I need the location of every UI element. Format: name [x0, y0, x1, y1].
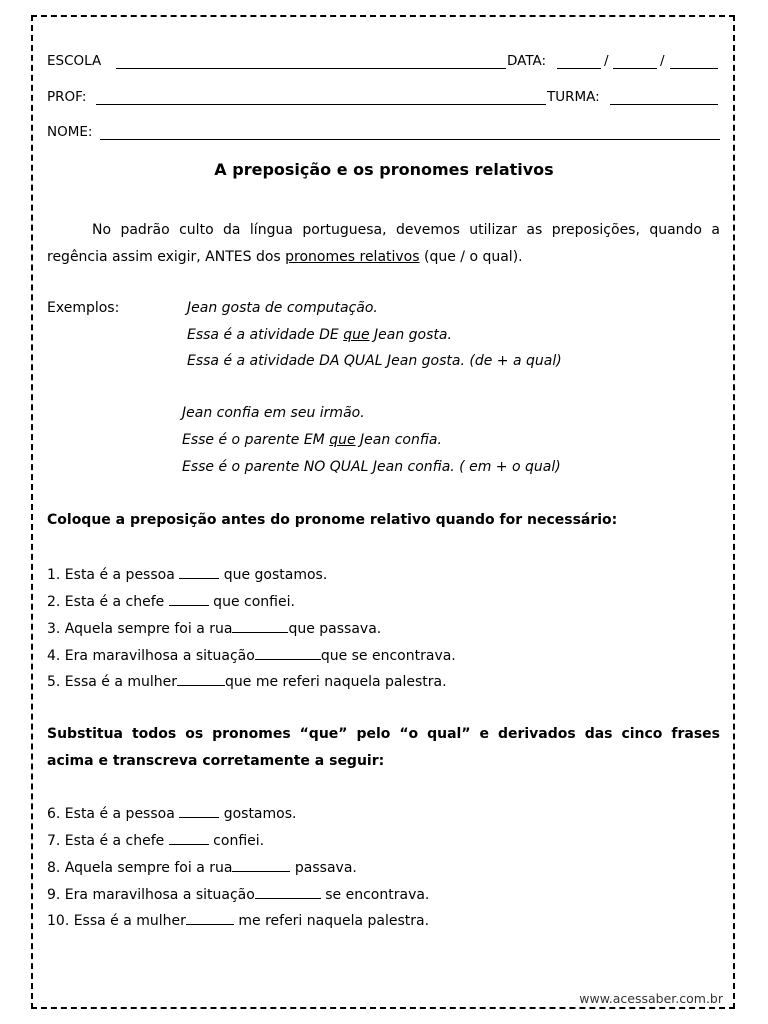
page-title: A preposição e os pronomes relativos [214, 160, 554, 179]
exercise-text: 2. Esta é a chefe [47, 594, 169, 610]
exercise-item [47, 620, 381, 637]
exercise-text: passava. [290, 860, 357, 876]
exercise-text: 4. Era maravilhosa a situação [47, 648, 255, 664]
prof-field[interactable] [96, 104, 546, 105]
exercise-item [47, 673, 447, 690]
exercise-item [47, 647, 456, 664]
escola-label: ESCOLA [47, 53, 102, 69]
exercise-text: 6. Esta é a pessoa [47, 806, 180, 822]
exercise-text: 10. Essa é a mulher [47, 913, 186, 929]
exercise-text: que gostamos. [219, 567, 328, 583]
example-text: Jean gosta. [369, 327, 452, 343]
exercise-item [47, 859, 357, 876]
exercise-text: confiei. [208, 833, 265, 849]
exercise-item [47, 832, 264, 849]
answer-blank[interactable] [232, 859, 290, 872]
example-underlined: que [329, 432, 356, 448]
prof-label: PROF: [47, 89, 87, 105]
exercise-text: que me referi naquela palestra. [225, 674, 447, 690]
exercise-text: 1. Esta é a pessoa [47, 567, 180, 583]
instruction-1: Coloque a preposição antes do pronome relativo quando for necessário: [47, 512, 618, 528]
example-line [187, 327, 452, 343]
answer-blank[interactable] [179, 805, 219, 818]
nome-field[interactable] [100, 139, 720, 140]
exercise-item [47, 593, 295, 610]
turma-label: TURMA: [547, 89, 600, 105]
exercise-item [47, 805, 296, 822]
example-text: Essa é a atividade DE [187, 327, 344, 343]
exercise-text: 5. Essa é a mulher [47, 674, 178, 690]
exercise-text: 7. Esta é a chefe [47, 833, 169, 849]
example-line: Esse é o parente NO QUAL Jean confia. ( em + o qual) [182, 459, 561, 475]
examples-label: Exemplos: [47, 300, 120, 316]
exercise-text: 9. Era maravilhosa a situação [47, 887, 255, 903]
intro-underlined: pronomes relativos [285, 249, 420, 265]
data-label: DATA: [507, 53, 547, 69]
example-underlined: que [343, 327, 370, 343]
answer-blank[interactable] [186, 912, 234, 925]
data-separator-1: / [604, 53, 609, 69]
example-text: Esse é o parente EM [182, 432, 330, 448]
example-text: Jean confia. [355, 432, 442, 448]
exercise-text: que confiei. [208, 594, 295, 610]
data-year-field[interactable] [670, 68, 718, 69]
answer-blank[interactable] [177, 673, 225, 686]
instruction-2: Substitua todos os pronomes “que” pelo “o qual” e derivados das cinco frases acima e transcreva corretamente a seguir: [47, 726, 720, 769]
answer-blank[interactable] [169, 832, 209, 845]
answer-blank[interactable] [179, 566, 219, 579]
exercise-text: 3. Aquela sempre foi a rua [47, 621, 233, 637]
intro-text-2: (que / o qual). [419, 249, 523, 265]
exercise-item [47, 912, 429, 929]
exercise-item [47, 566, 327, 583]
turma-field[interactable] [610, 104, 718, 105]
escola-field[interactable] [116, 68, 506, 69]
exercise-text: 8. Aquela sempre foi a rua [47, 860, 233, 876]
nome-label: NOME: [47, 124, 93, 140]
exercise-text: se encontrava. [320, 887, 430, 903]
answer-blank[interactable] [255, 886, 321, 899]
exercise-text: que passava. [288, 621, 382, 637]
data-month-field[interactable] [613, 68, 657, 69]
answer-blank[interactable] [255, 647, 321, 660]
example-line [182, 432, 442, 448]
exercise-text: que se encontrava. [320, 648, 456, 664]
exercise-text: gostamos. [219, 806, 297, 822]
example-line: Jean gosta de computação. [187, 300, 378, 316]
exercise-text: me referi naquela palestra. [233, 913, 430, 929]
example-line: Essa é a atividade DA QUAL Jean gosta. (de + a qual) [187, 353, 562, 369]
data-separator-2: / [660, 53, 665, 69]
intro-text-1: No padrão culto da língua portuguesa, devemos utilizar as preposições, quando a regência assim exigir, ANTES dos [47, 222, 720, 265]
website-footer: www.acessaber.com.br [579, 991, 723, 1006]
intro-paragraph [47, 217, 720, 271]
example-line: Jean confia em seu irmão. [182, 405, 365, 421]
data-day-field[interactable] [557, 68, 601, 69]
answer-blank[interactable] [232, 620, 288, 633]
exercise-item [47, 886, 429, 903]
answer-blank[interactable] [169, 593, 209, 606]
